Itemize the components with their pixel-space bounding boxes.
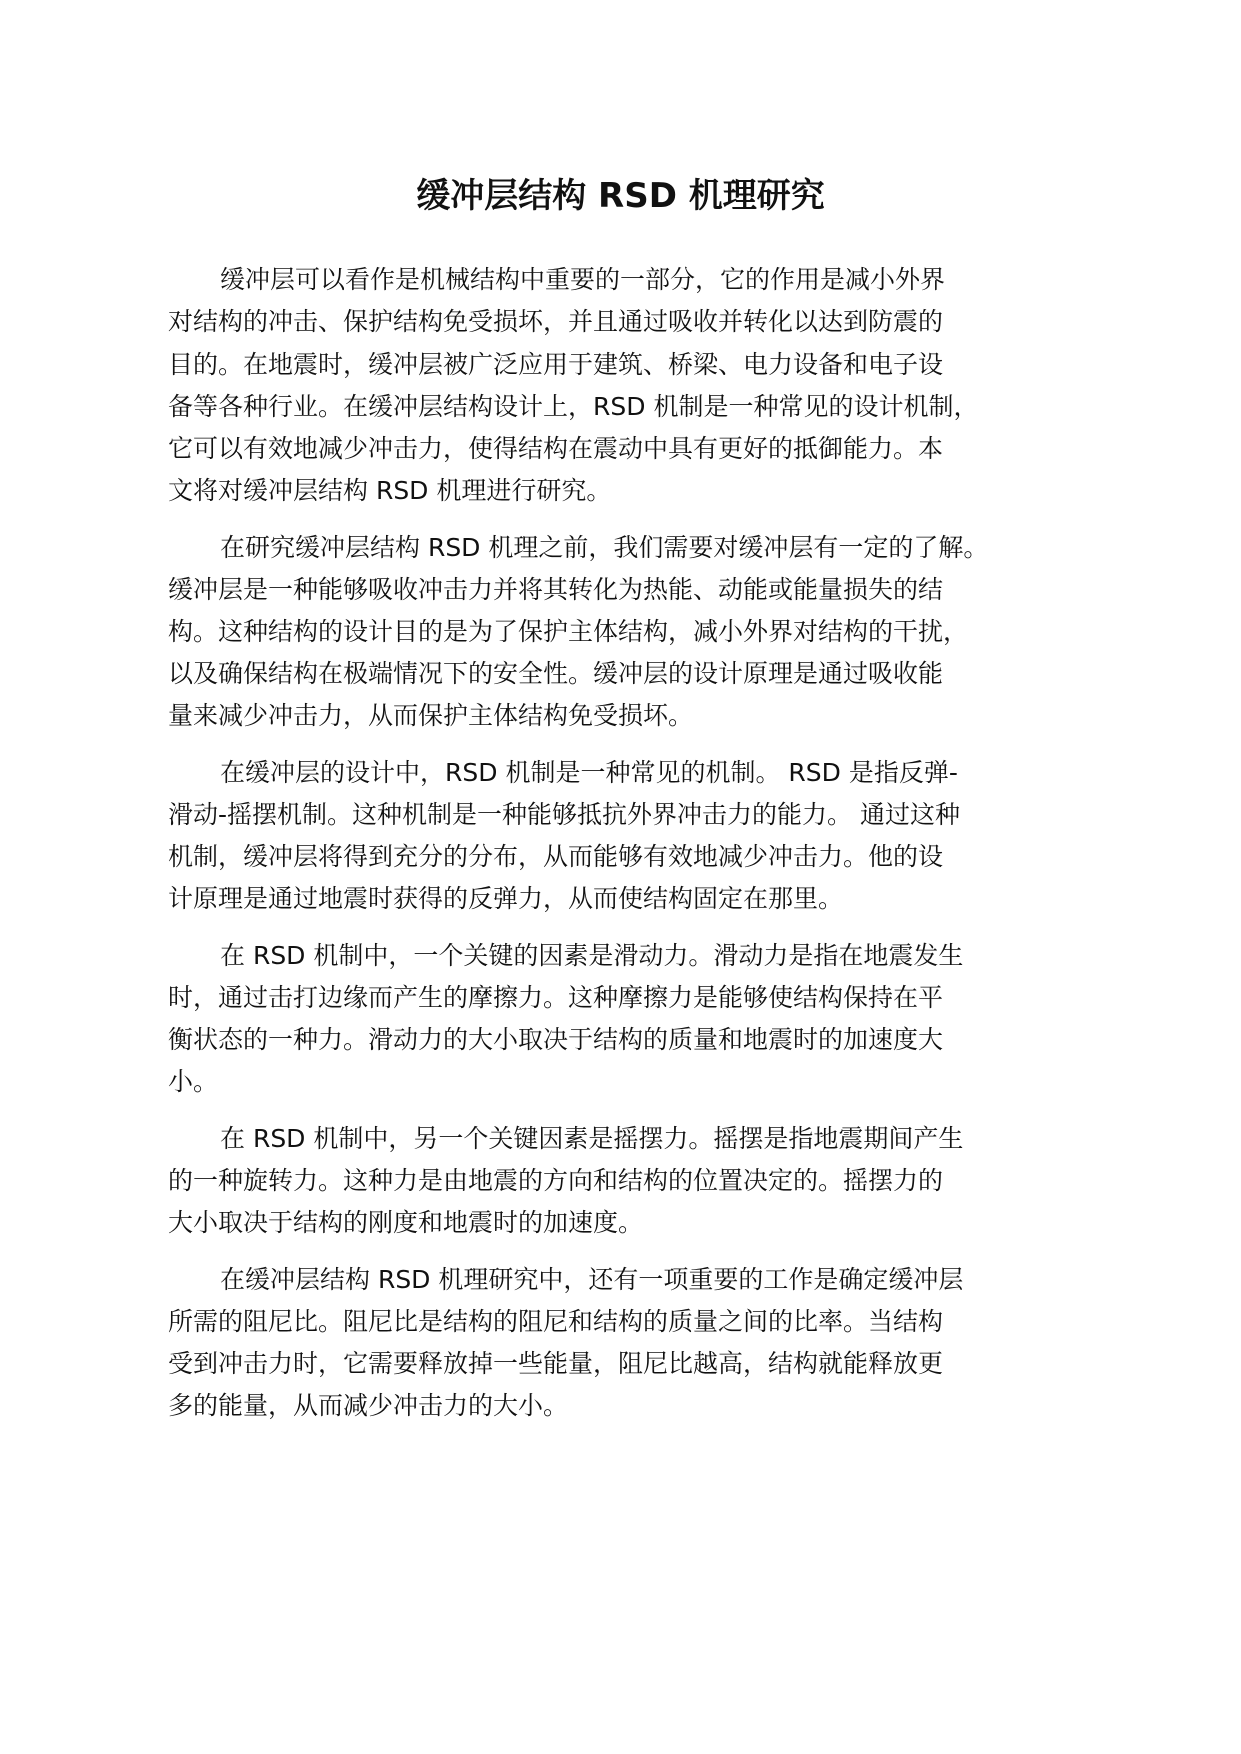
- paragraph-line: 它可以有效地减少冲击力，使得结构在震动中具有更好的抵御能力。本: [168, 434, 944, 463]
- paragraph-line: 多的能量，从而减少冲击力的大小。: [168, 1391, 569, 1420]
- paragraph-line: 缓冲层可以看作是机械结构中重要的一部分，它的作用是减小外界: [220, 265, 946, 294]
- paragraph-line: 机制，缓冲层将得到充分的分布，从而能够有效地减少冲击力。他的设: [168, 842, 944, 871]
- paragraph-line: 缓冲层是一种能够吸收冲击力并将其转化为热能、动能或能量损失的结: [168, 575, 944, 604]
- paragraph-line: 衡状态的一种力。滑动力的大小取决于结构的质量和地震时的加速度大: [168, 1025, 944, 1054]
- paragraph-line: 受到冲击力时，它需要释放掉一些能量，阻尼比越高，结构就能释放更: [168, 1349, 944, 1378]
- paragraph-line: 计原理是通过地震时获得的反弹力，从而使结构固定在那里。: [168, 884, 844, 913]
- paragraph-line: 时，通过击打边缘而产生的摩擦力。这种摩擦力是能够使结构保持在平: [168, 983, 944, 1012]
- paragraph-line: 大小取决于结构的刚度和地震时的加速度。: [168, 1208, 644, 1237]
- paragraph-line: 在 RSD 机制中，另一个关键因素是摇摆力。摇摆是指地震期间产生: [220, 1124, 964, 1153]
- paragraph-line: 以及确保结构在极端情况下的安全性。缓冲层的设计原理是通过吸收能: [168, 659, 944, 688]
- paragraph-line: 量来减少冲击力，从而保护主体结构免受损坏。: [168, 701, 694, 730]
- paragraph-line: 所需的阻尼比。阻尼比是结构的阻尼和结构的质量之间的比率。当结构: [168, 1307, 944, 1336]
- paragraph-line: 在缓冲层结构 RSD 机理研究中，还有一项重要的工作是确定缓冲层: [220, 1265, 964, 1294]
- paragraph-line: 小。: [168, 1067, 219, 1096]
- paragraph-line: 在 RSD 机制中，一个关键的因素是滑动力。滑动力是指在地震发生: [220, 941, 964, 970]
- paragraph-line: 对结构的冲击、保护结构免受损坏，并且通过吸收并转化以达到防震的: [168, 307, 944, 336]
- paragraph-line: 目的。在地震时，缓冲层被广泛应用于建筑、桥梁、电力设备和电子设: [168, 350, 944, 379]
- paragraph-line: 滑动-摇摆机制。这种机制是一种能够抵抗外界冲击力的能力。 通过这种: [168, 800, 960, 829]
- document-title: 缓冲层结构 RSD 机理研究: [416, 176, 825, 216]
- paragraph-line: 构。这种结构的设计目的是为了保护主体结构，减小外界对结构的干扰，: [168, 617, 969, 646]
- paragraph-line: 备等各种行业。在缓冲层结构设计上，RSD 机制是一种常见的设计机制，: [168, 392, 979, 421]
- paragraph-line: 的一种旋转力。这种力是由地震的方向和结构的位置决定的。摇摆力的: [168, 1166, 944, 1195]
- paragraph-line: 在缓冲层的设计中，RSD 机制是一种常见的机制。 RSD 是指反弹-: [220, 758, 958, 787]
- paragraph-line: 在研究缓冲层结构 RSD 机理之前，我们需要对缓冲层有一定的了解。: [220, 533, 989, 562]
- paragraph-line: 文将对缓冲层结构 RSD 机理进行研究。: [168, 476, 612, 505]
